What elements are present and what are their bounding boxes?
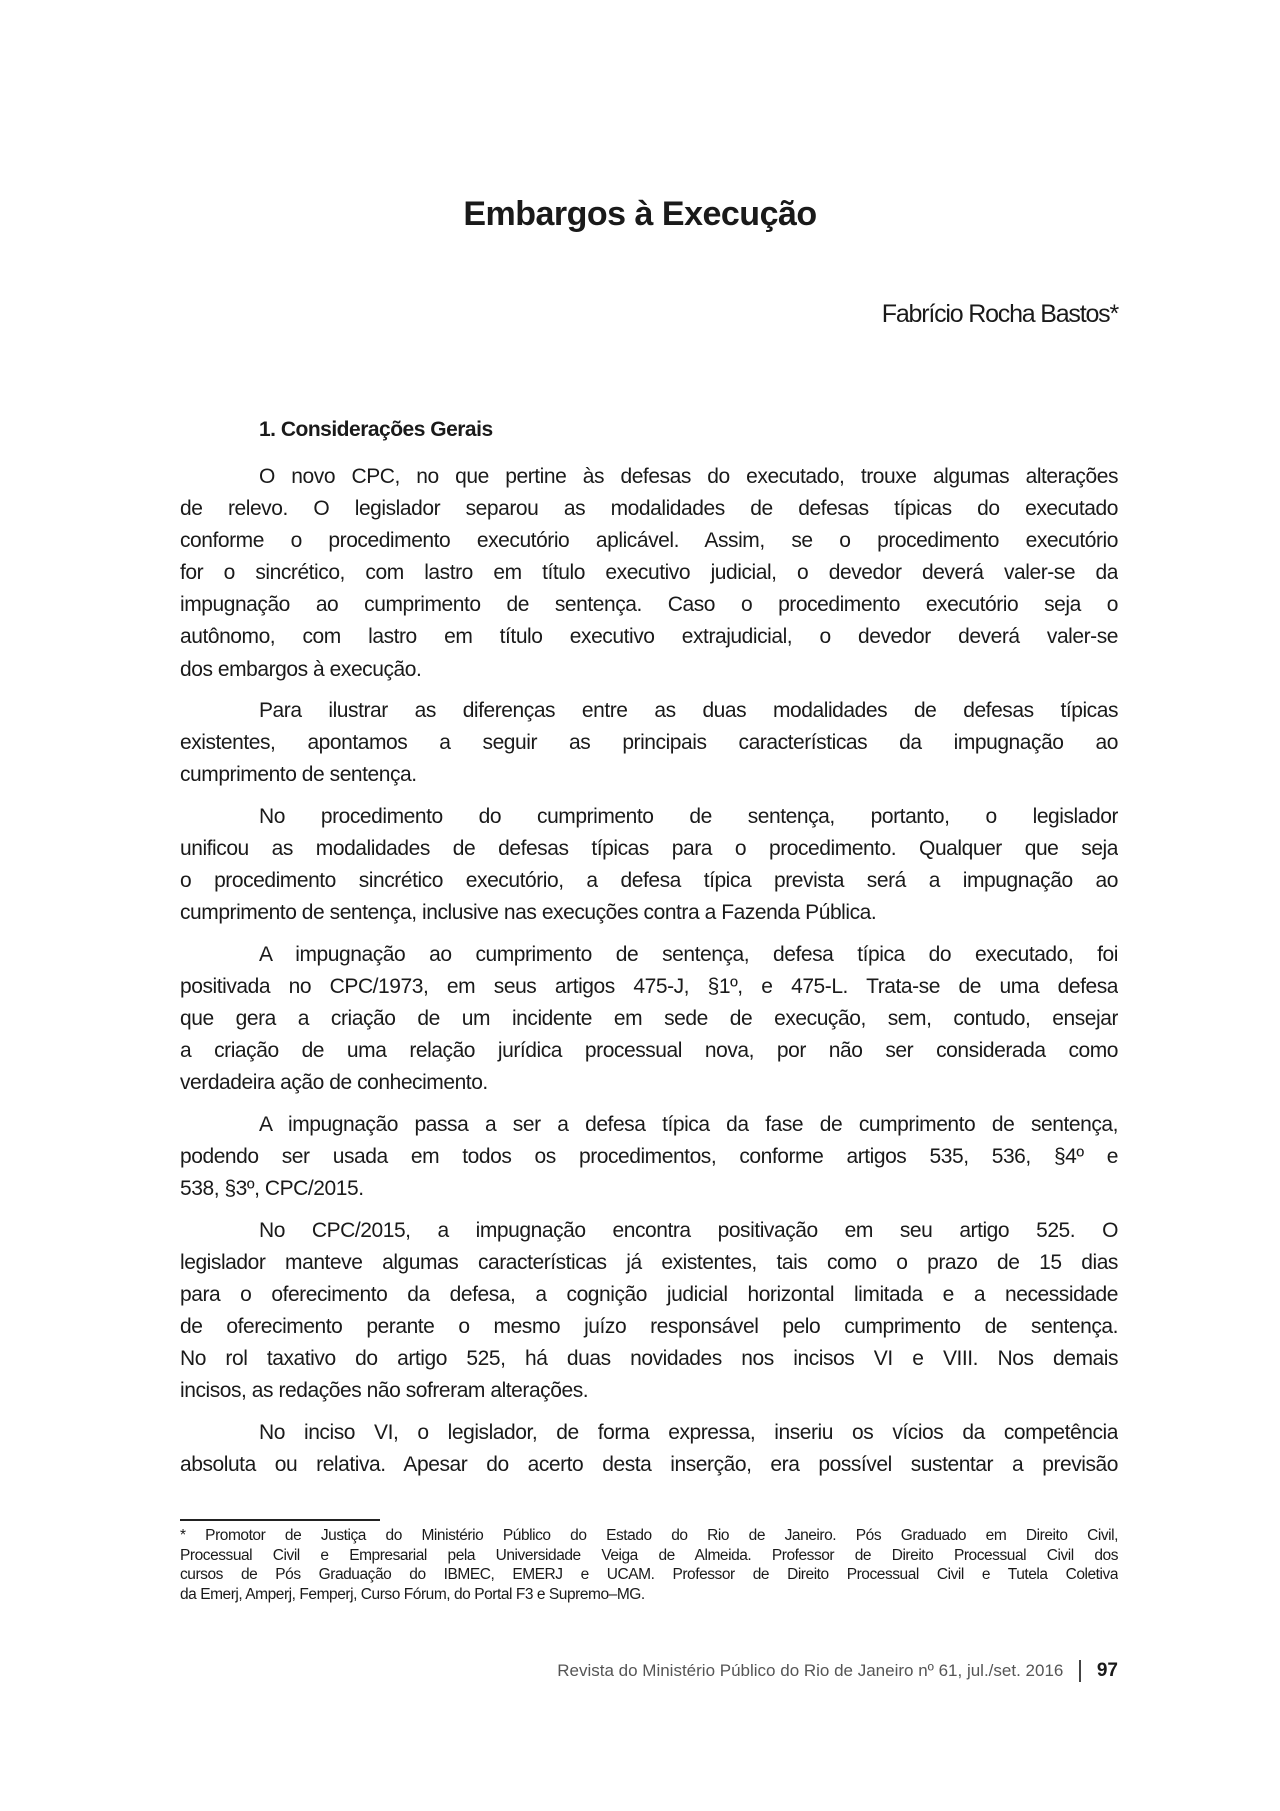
paragraph [180,1109,1118,1205]
article-title: Embargos à Execução [463,195,817,233]
text-line: No CPC/2015, a impugnação encontra positivação em seu artigo 525. O [259,1218,1118,1242]
text-line: unificou as modalidades de defesas típicas para o procedimento. Qualquer que seja [180,837,1118,861]
text-line: conforme o procedimento executório aplicável. Assim, se o procedimento executório [180,529,1118,553]
text-line: No rol taxativo do artigo 525, há duas novidades nos incisos VI e VIII. Nos demais [180,1346,1118,1370]
text-line: existentes, apontamos a seguir as principais características da impugnação ao [180,731,1118,755]
text-line: O novo CPC, no que pertine às defesas do executado, trouxe algumas alterações [259,465,1118,488]
text-line: cumprimento de sentença. [180,763,417,787]
paragraph [180,1417,1118,1481]
text-line: impugnação ao cumprimento de sentença. Caso o procedimento executório seja o [180,593,1118,617]
text-line: for o sincrético, com lastro em título executivo judicial, o devedor deverá valer-se da [180,561,1118,585]
page-footer [557,1660,1118,1682]
text-line: dos embargos à execução. [180,657,422,681]
text-line: verdadeira ação de conhecimento. [180,1071,488,1095]
page-number: 97 [1096,1660,1118,1681]
footnote-divider [180,1519,380,1521]
journal-citation: Revista do Ministério Público do Rio de Janeiro nº 61, jul./set. 2016 [557,1661,1064,1680]
text-line: positivada no CPC/1973, em seus artigos 475-J, §1º, e 475-L. Trata-se de uma defesa [180,974,1118,998]
paragraph [180,695,1118,791]
text-line: incisos, as redações não sofreram alterações. [180,1379,589,1403]
paragraph [180,461,1118,686]
text-line: A impugnação ao cumprimento de sentença, defesa típica do executado, foi [259,942,1118,966]
text-line: legislador manteve algumas características já existentes, tais como o prazo de 15 dias [180,1250,1118,1274]
footer-separator [1079,1660,1081,1682]
footnote [180,1526,1118,1604]
text-line: autônomo, com lastro em título executivo extrajudicial, o devedor deverá valer-se [180,625,1118,649]
text-line: A impugnação passa a ser a defesa típica da fase de cumprimento de sentença, [259,1112,1118,1136]
paragraph [180,939,1118,1099]
paragraph [180,1215,1118,1408]
text-line: de relevo. O legislador separou as modalidades de defesas típicas do executado [180,497,1118,521]
text-line: No procedimento do cumprimento de sentença, portanto, o legislador [259,804,1118,828]
text-line: que gera a criação de um incidente em sede de execução, sem, contudo, ensejar [180,1007,1118,1030]
text-line: No inciso VI, o legislador, de forma expressa, inseriu os vícios da competência [259,1420,1118,1444]
text-line: a criação de uma relação jurídica processual nova, por não ser considerada como [180,1039,1118,1063]
footnote-line: cursos de Pós Graduação do IBMEC, EMERJ e UCAM. Professor de Direito Processual Civil e Tutela Coletiva [180,1566,1118,1584]
text-line: 538, §3º, CPC/2015. [180,1176,364,1200]
footnote-line: Processual Civil e Empresarial pela Universidade Veiga de Almeida. Professor de Direito Processual Civil dos [180,1546,1118,1564]
text-line: de oferecimento perante o mesmo juízo responsável pelo cumprimento de sentença. [180,1314,1118,1338]
text-line: Para ilustrar as diferenças entre as duas modalidades de defesas típicas [259,699,1118,723]
section-heading: 1. Considerações Gerais [259,418,493,441]
article-body [180,461,1118,1481]
text-line: o procedimento sincrético executório, a defesa típica prevista será a impugnação ao [180,869,1118,893]
paragraph [180,801,1118,929]
author-name: Fabrício Rocha Bastos* [881,300,1118,328]
text-line: absoluta ou relativa. Apesar do acerto desta inserção, era possível sustentar a previsão [180,1452,1118,1476]
text-line: para o oferecimento da defesa, a cognição judicial horizontal limitada e a necessidade [180,1282,1118,1306]
footnote-line: * Promotor de Justiça do Ministério Público do Estado do Rio de Janeiro. Pós Graduado em Direito Civil, [180,1527,1118,1544]
text-line: cumprimento de sentença, inclusive nas execuções contra a Fazenda Pública. [180,901,877,925]
footnote-line: da Emerj, Amperj, Femperj, Curso Fórum, do Portal F3 e Supremo–MG. [180,1585,645,1603]
text-line: podendo ser usada em todos os procedimentos, conforme artigos 535, 536, §4º e [180,1144,1118,1168]
